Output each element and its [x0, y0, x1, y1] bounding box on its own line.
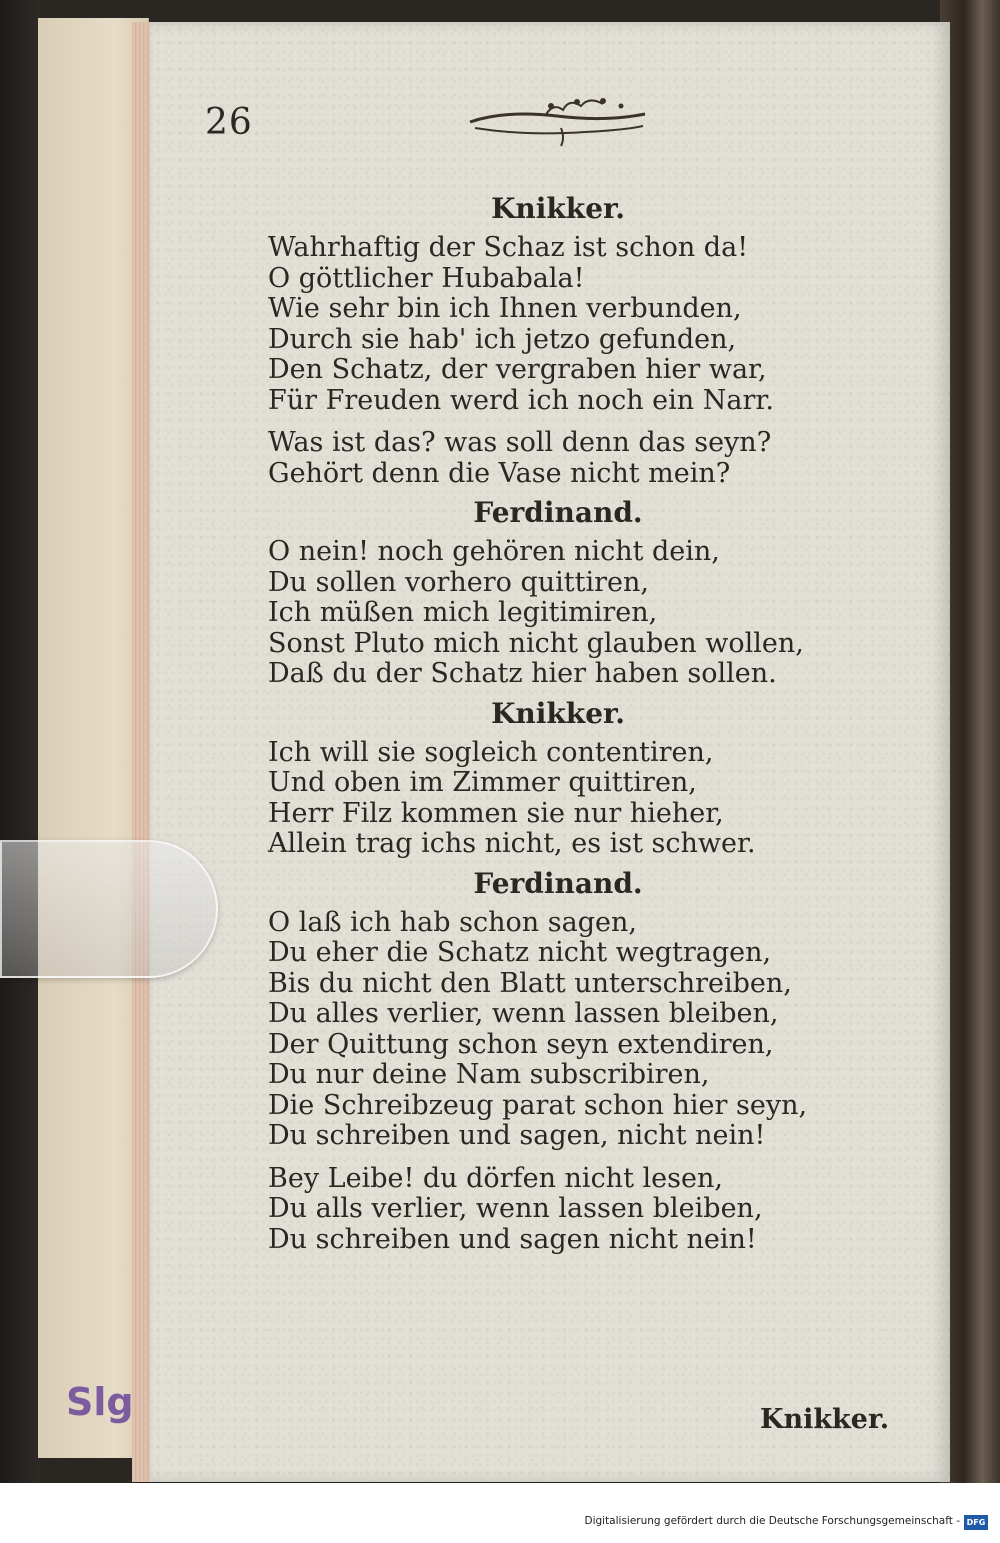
verse-line: Du eher die Schatz nicht wegtragen, [268, 937, 772, 968]
ornament-vignette [465, 92, 650, 148]
verse-line: O laß ich hab schon sagen, [268, 906, 637, 938]
verse-line: Ich müßen mich legitimiren, [268, 597, 658, 628]
verse-line: Was ist das? was soll denn das seyn? [268, 427, 772, 458]
verse-line: Wahrhaftig der Schaz ist schon da! [268, 232, 749, 263]
verse-line: Wie sehr bin ich Ihnen verbunden, [268, 293, 742, 324]
verse-line: Du schreiben und sagen nicht nein! [268, 1223, 757, 1255]
footer-credit: Digitalisierung gefördert durch die Deutsche Forschungsgemeinschaft - [584, 1515, 960, 1527]
verse-line: Ich will sie sogleich contentiren, [268, 736, 714, 768]
verse-line: Die Schreibzeug parat schon hier seyn, [268, 1089, 808, 1121]
verse-line: Den Schatz, der vergraben hier war, [268, 354, 767, 385]
plastic-clip [0, 840, 218, 978]
verse-line: Für Freuden werd ich noch ein Narr. [268, 384, 774, 416]
verse-line: Du schreiben und sagen, nicht nein! [268, 1120, 766, 1151]
verse-line: Du alles verlier, wenn lassen bleiben, [268, 998, 779, 1029]
speaker-heading: Knikker. [491, 696, 625, 730]
speaker-heading: Knikker. [491, 192, 625, 225]
verse-line: Herr Filz kommen sie nur hieher, [268, 797, 724, 829]
footer-bar [0, 1483, 1000, 1543]
verse-line: Allein trag ichs nicht, es ist schwer. [268, 828, 756, 859]
verse-line: Und oben im Zimmer quittiren, [268, 767, 697, 798]
verse-line: Du sollen vorhero quittiren, [268, 566, 649, 598]
verse-line: Durch sie hab' ich jetzo gefunden, [268, 323, 737, 355]
speaker-heading: Ferdinand. [473, 866, 643, 900]
verse-line: Sonst Pluto mich nicht glauben wollen, [268, 627, 804, 659]
dfg-logo-icon: DFG [964, 1515, 988, 1530]
verse-line: Gehört denn die Vase nicht mein? [268, 457, 731, 489]
library-stamp: Slg [66, 1380, 134, 1424]
speaker-heading: Ferdinand. [473, 496, 643, 529]
verse-line: Bis du nicht den Blatt unterschreiben, [268, 967, 792, 999]
verse-line: O göttlicher Hubabala! [268, 262, 585, 294]
page-number: 26 [205, 102, 253, 143]
verse-line: Der Quittung schon seyn extendiren, [268, 1028, 774, 1060]
verse-line: Daß du der Schatz hier haben sollen. [268, 658, 777, 689]
verse-line: Du alls verlier, wenn lassen bleiben, [268, 1193, 763, 1224]
catchword: Knikker. [760, 1404, 890, 1435]
play-text [268, 185, 868, 1255]
verse-line: Bey Leibe! du dörfen nicht lesen, [268, 1162, 723, 1194]
book-edge-left [0, 0, 40, 1543]
verse-line: Du nur deine Nam subscribiren, [268, 1059, 710, 1090]
verse-line: O nein! noch gehören nicht dein, [268, 536, 720, 567]
